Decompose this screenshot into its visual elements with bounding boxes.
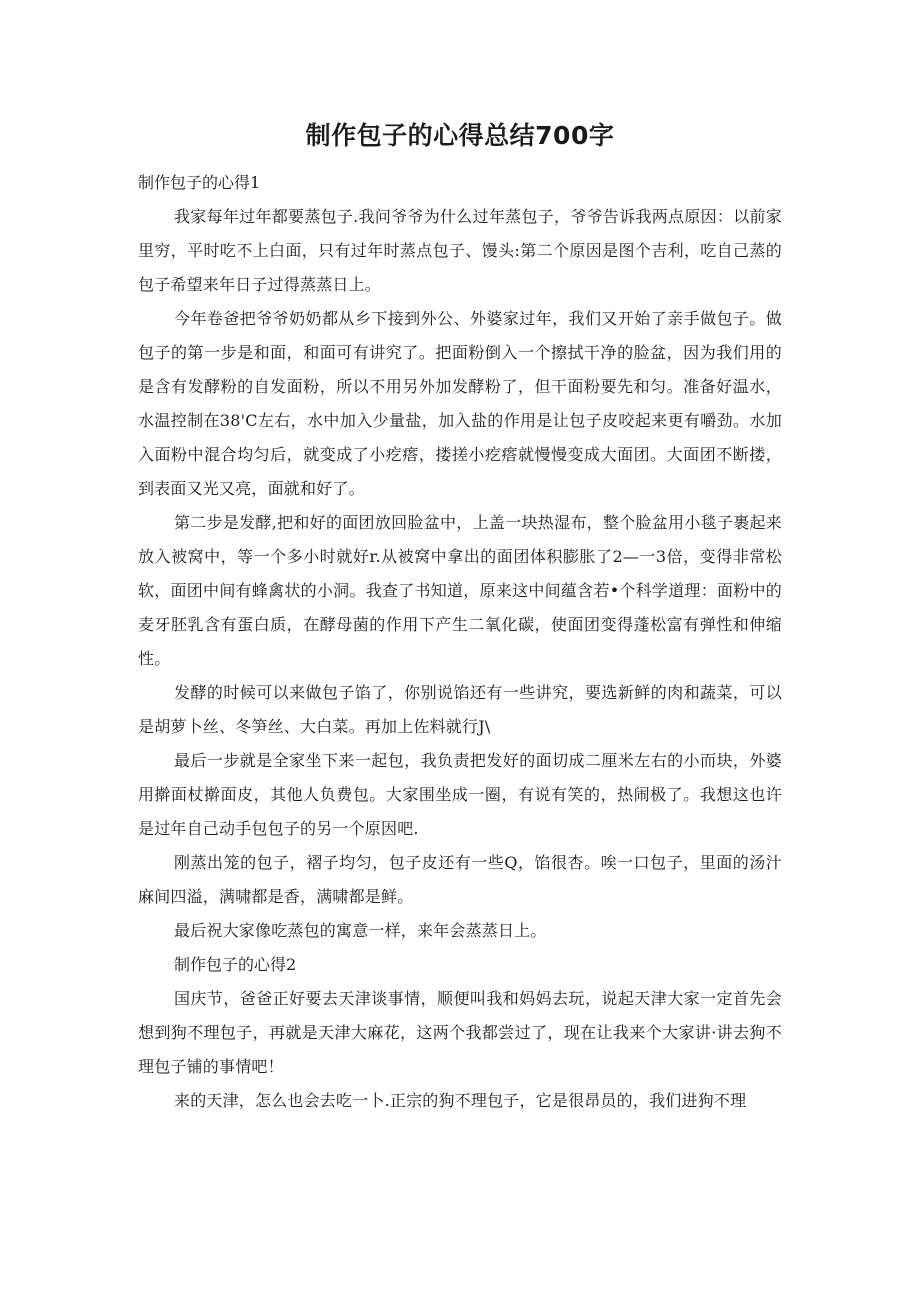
document-body xyxy=(138,166,782,1118)
paragraph: 我家每年过年都要蒸包子.我问爷爷为什么过年蒸包子，爷爷告诉我两点原因：以前家里穷，平时吃不上白面，只有过年时蒸点包子、馒头:第二个原因是图个吉利，吃自己蒸的包子希望来年日子过得蒸蒸日上。 xyxy=(138,207,782,294)
paragraph: 国庆节，爸爸正好要去天津谈事情，顺便叫我和妈妈去玩，说起天津大家一定首先会想到狗不理包子，再就是天津大麻花，这两个我都尝过了，现在让我来个大家讲·讲去狗不理包子铺的事情吧！ xyxy=(138,989,782,1076)
section-heading: 制作包子的心得1 xyxy=(138,173,261,192)
paragraph: 今年卷爸把爷爷奶奶都从乡下接到外公、外婆家过年，我们又开始了亲手做包子。做包子的第一步是和面，和面可有讲究了。把面粉倒入一个擦拭干净的脸盆，因为我们用的是含有发酵粉的自发面粉，所以不用另外加发酵粉了，但干面粉要先和匀。准备好温水，水温控制在38'C左右，水中加入少量盐，加入盐的作用是让包子皮咬起来更有嚼劲。水加入面粉中混合均匀后，就变成了小疙瘩，搂搓小疙瘩就慢慢变成大面团。大面团不断搂，到表面又光又亮，面就和好了。 xyxy=(138,309,782,498)
paragraph: 发酵的时候可以来做包子馅了，你别说馅还有一些讲究，要选新鲜的肉和蔬菜，可以是胡萝卜丝、冬笋丝、大白菜。再加上佐料就行J\ xyxy=(138,683,782,736)
paragraph: 刚蒸出笼的包子，褶子均匀，包子皮还有一些Q，馅很杏。唉一口包子，里面的汤汁麻间四溢，满啸都是香，满啸都是鲜。 xyxy=(138,853,782,906)
paragraph: 来的天津，怎么也会去吃一卜.正宗的狗不理包子，它是很昂员的，我们进狗不理 xyxy=(174,1091,747,1110)
paragraph: 最后一步就是全家坐下来一起包，我负责把发好的面切成二厘米左右的小而块，外婆用擀面杖擀面皮，其他人负费包。大家围坐成一圈，有说有笑的，热闹极了。我想这也许是过年自己动手包包子的另一个原因吧. xyxy=(138,751,782,838)
paragraph: 第二步是发酵,把和好的面团放回脸盆中，上盖一块热湿布，整个脸盆用小毯子裹起来放入被窝中，等一个多小时就好r.从被窝中拿出的面团体积膨胀了2—一3倍，变得非常松软，面团中间有蜂禽状的小洞。我查了书知道，原来这中间蕴含若•个科学道理：面粉中的麦牙胚乳含有蛋白质，在酵母菌的作用下产生二氧化碳，使面团变得蓬松富有弹性和伸缩性。 xyxy=(138,513,782,668)
paragraph: 最后祝大家像吃蒸包的寓意一样，来年会蒸蒸日上。 xyxy=(174,921,547,940)
section-heading: 制作包子的心得2 xyxy=(174,955,297,974)
page-title: 制作包子的心得总结700字 xyxy=(305,121,615,150)
